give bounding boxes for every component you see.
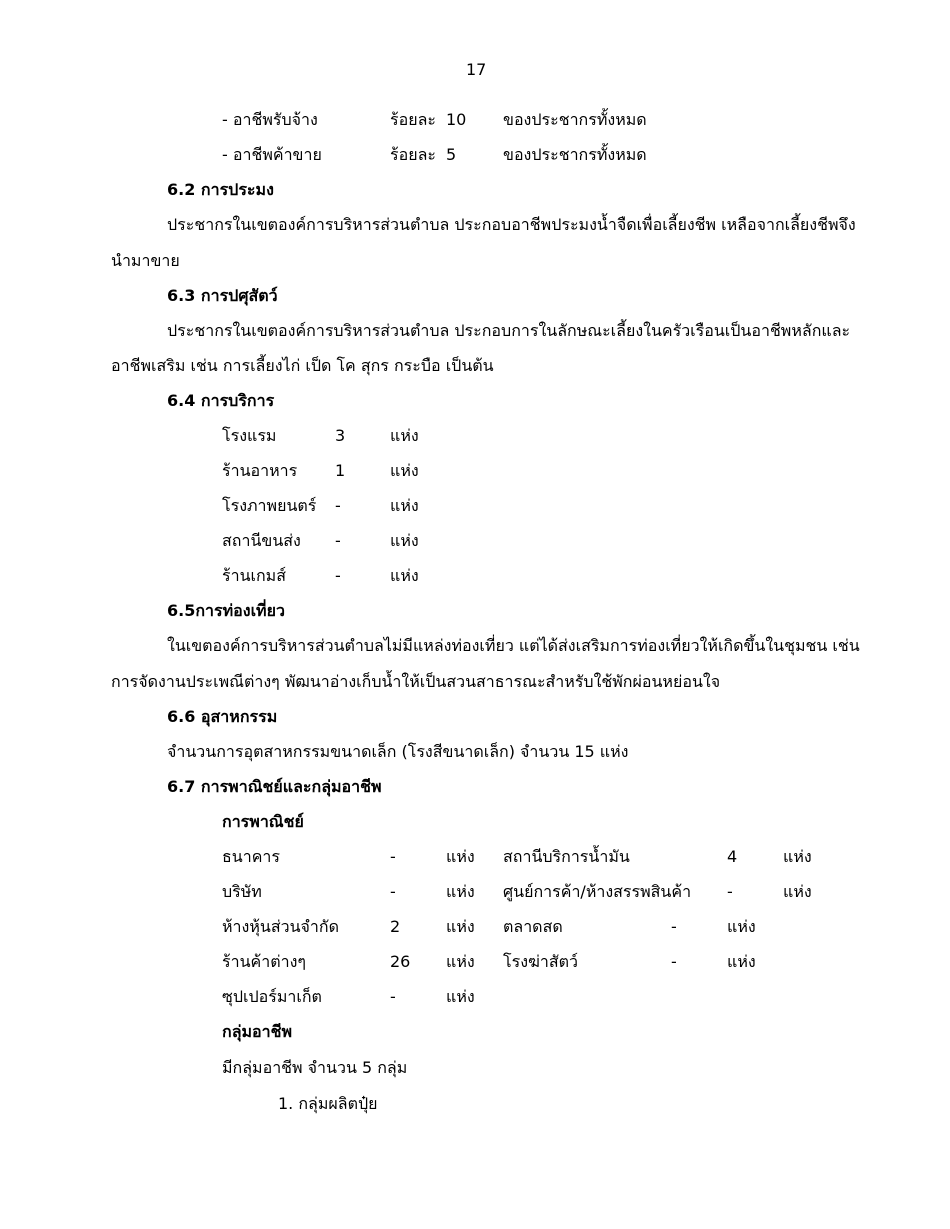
occupation-value: 10	[446, 110, 467, 129]
service-name: โรงภาพยนตร์	[222, 496, 317, 515]
commerce-item-count: -	[390, 847, 396, 866]
commerce-item-name: ซุปเปอร์มาเก็ต	[222, 987, 322, 1006]
occupation-percent-label: ร้อยละ	[390, 110, 436, 129]
service-unit: แห่ง	[390, 496, 419, 515]
commerce-item-count: 2	[390, 917, 401, 936]
service-name: ร้านอาหาร	[222, 461, 298, 480]
commerce-item-name: สถานีบริการน้ำมัน	[503, 847, 630, 866]
commerce-item-name: โรงฆ่าสัตว์	[503, 952, 578, 971]
commerce-item-count: 4	[727, 847, 738, 866]
section-heading-commerce: 6.7 การพาณิชย์และกลุ่มอาชีพ	[167, 777, 382, 796]
commerce-item-unit: แห่ง	[446, 952, 475, 971]
occupation-label: - อาชีพรับจ้าง	[222, 110, 318, 129]
occupation-value: 5	[446, 145, 457, 164]
fishing-paragraph-line: ประชากรในเขตองค์การบริหารส่วนตำบล ประกอบอาชีพประมงน้ำจืดเพื่อเลี้ยงชีพ เหลือจากเลี้ยงชีพจึง	[167, 215, 856, 234]
occupation-group-item: 1. กลุ่มผลิตปุ๋ย	[278, 1094, 378, 1113]
service-count: -	[335, 531, 341, 550]
occupation-label: - อาชีพค้าขาย	[222, 145, 322, 164]
commerce-item-count: -	[390, 987, 396, 1006]
page-number: 17	[466, 60, 487, 79]
section-heading-fishing: 6.2 การประมง	[167, 180, 274, 199]
commerce-item-name: ศูนย์การค้า/ห้างสรรพสินค้า	[503, 882, 692, 901]
commerce-item-unit: แห่ง	[783, 847, 812, 866]
commerce-item-name: บริษัท	[222, 882, 262, 901]
tourism-paragraph-line: ในเขตองค์การบริหารส่วนตำบลไม่มีแหล่งท่องเที่ยว แต่ได้ส่งเสริมการท่องเที่ยวให้เกิดขึ้นในชุมชน เช่น	[167, 636, 860, 655]
commerce-item-unit: แห่ง	[727, 952, 756, 971]
commerce-item-name: ร้านค้าต่างๆ	[222, 952, 306, 971]
fishing-paragraph-line: นำมาขาย	[111, 251, 180, 270]
section-heading-services: 6.4 การบริการ	[167, 391, 275, 410]
commerce-item-count: -	[727, 882, 733, 901]
tourism-paragraph-line: การจัดงานประเพณีต่างๆ พัฒนาอ่างเก็บน้ำให้เป็นสวนสาธารณะสำหรับใช้พักผ่อนหย่อนใจ	[111, 672, 721, 691]
industry-paragraph-line: จำนวนการอุตสาหกรรมขนาดเล็ก (โรงสีขนาดเล็ก) จำนวน 15 แห่ง	[167, 742, 629, 761]
service-name: สถานีขนส่ง	[222, 531, 301, 550]
commerce-item-unit: แห่ง	[446, 882, 475, 901]
commerce-item-unit: แห่ง	[783, 882, 812, 901]
livestock-paragraph-line: ประชากรในเขตองค์การบริหารส่วนตำบล ประกอบการในลักษณะเลี้ยงในครัวเรือนเป็นอาชีพหลักและ	[167, 321, 851, 340]
service-count: 3	[335, 426, 346, 445]
service-count: -	[335, 566, 341, 585]
section-heading-tourism: 6.5การท่องเที่ยว	[167, 601, 285, 620]
commerce-item-name: ห้างหุ้นส่วนจำกัด	[222, 917, 339, 936]
commerce-item-unit: แห่ง	[446, 917, 475, 936]
service-count: -	[335, 496, 341, 515]
section-heading-livestock: 6.3 การปศุสัตว์	[167, 286, 278, 305]
service-name: ร้านเกมส์	[222, 566, 286, 585]
commerce-item-count: -	[390, 882, 396, 901]
commerce-item-name: ตลาดสด	[503, 917, 563, 936]
commerce-item-unit: แห่ง	[727, 917, 756, 936]
service-name: โรงแรม	[222, 426, 277, 445]
service-unit: แห่ง	[390, 461, 419, 480]
commerce-item-name: ธนาคาร	[222, 847, 280, 866]
livestock-paragraph-line: อาชีพเสริม เช่น การเลี้ยงไก่ เป็ด โค สุกร กระบือ เป็นต้น	[111, 356, 494, 375]
sub-heading-occupation-groups: กลุ่มอาชีพ	[222, 1022, 293, 1041]
service-unit: แห่ง	[390, 426, 419, 445]
commerce-item-count: -	[671, 917, 677, 936]
occupation-groups-summary: มีกลุ่มอาชีพ จำนวน 5 กลุ่ม	[222, 1058, 408, 1077]
service-unit: แห่ง	[390, 531, 419, 550]
sub-heading-commerce: การพาณิชย์	[222, 812, 304, 831]
service-count: 1	[335, 461, 346, 480]
occupation-suffix: ของประชากรทั้งหมด	[503, 145, 647, 164]
occupation-percent-label: ร้อยละ	[390, 145, 436, 164]
commerce-item-unit: แห่ง	[446, 987, 475, 1006]
section-heading-industry: 6.6 อุสาหกรรม	[167, 707, 278, 726]
commerce-item-count: 26	[390, 952, 411, 971]
occupation-suffix: ของประชากรทั้งหมด	[503, 110, 647, 129]
service-unit: แห่ง	[390, 566, 419, 585]
commerce-item-unit: แห่ง	[446, 847, 475, 866]
commerce-item-count: -	[671, 952, 677, 971]
